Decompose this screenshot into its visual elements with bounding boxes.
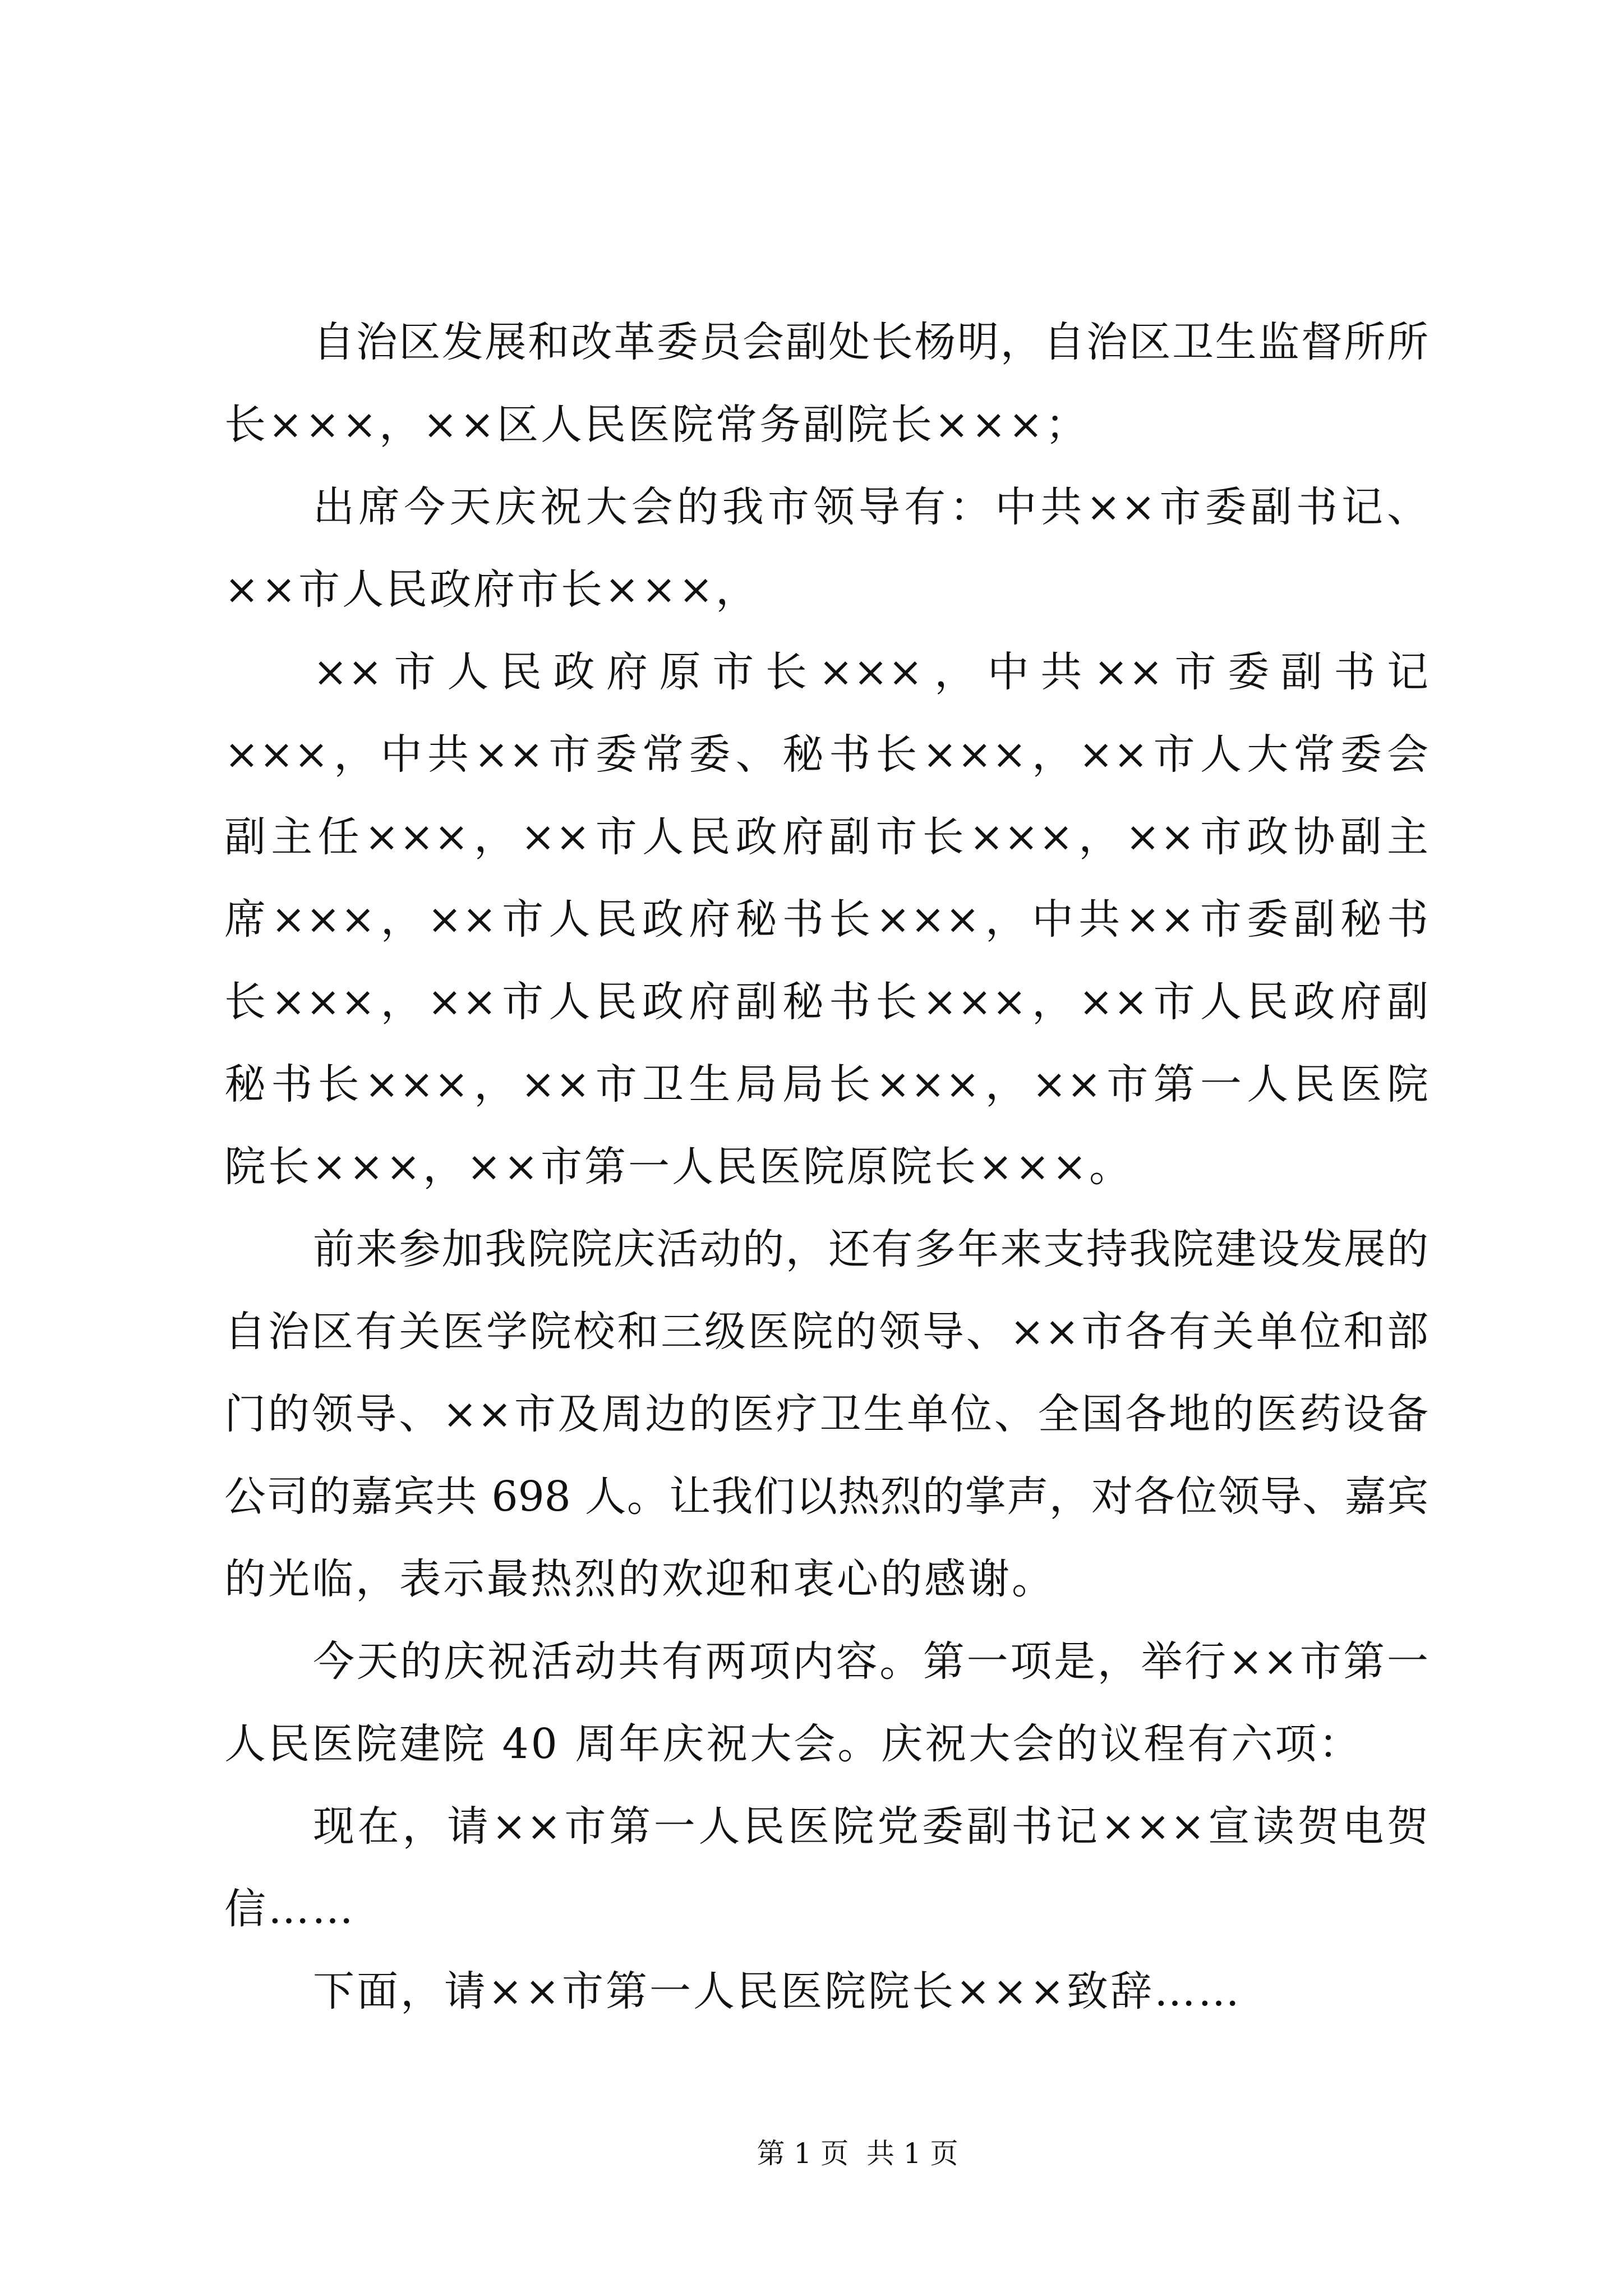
text-line: 公司的嘉宾共 698 人。让我们以热烈的掌声，对各位领导、嘉宾 xyxy=(224,1473,1428,1521)
text-line: 院长×××，××市第一人民医院原院长×××。 xyxy=(224,1143,1133,1191)
page-number-footer: 第 1 页 共 1 页 xyxy=(757,2137,958,2170)
text-line: 自治区有关医学院校和三级医院的领导、××市各有关单位和部 xyxy=(224,1308,1428,1356)
text-line: 出席今天庆祝大会的我市领导有：中共××市委副书记、 xyxy=(313,483,1428,531)
text-line: 自治区发展和改革委员会副处长杨明，自治区卫生监督所所 xyxy=(313,318,1428,366)
text-line: 人民医院建院 40 周年庆祝大会。庆祝大会的议程有六项： xyxy=(224,1720,1363,1768)
text-line: ×××，中共××市委常委、秘书长×××，××市人大常委会 xyxy=(224,730,1428,779)
text-line: 秘书长×××，××市卫生局局长×××，××市第一人民医院 xyxy=(224,1060,1428,1108)
text-line: 席×××，××市人民政府秘书长×××，中共××市委副秘书 xyxy=(224,895,1428,944)
text-line: ××市人民政府原市长×××，中共××市委副书记 xyxy=(313,648,1428,696)
paragraph xyxy=(224,301,1428,466)
text-line: 下面，请××市第一人民医院院长×××致辞…… xyxy=(313,1967,1242,2016)
paragraph xyxy=(224,1950,1428,2033)
paragraph xyxy=(224,1208,1428,1621)
text-line: 今天的庆祝活动共有两项内容。第一项是，举行××市第一 xyxy=(313,1637,1428,1686)
paragraph xyxy=(224,1621,1428,1786)
text-line: 的光临，表示最热烈的欢迎和衷心的感谢。 xyxy=(224,1555,1055,1603)
text-line: 长×××，××区人民医院常务副院长×××； xyxy=(224,401,1090,449)
text-line: 门的领导、××市及周边的医疗卫生单位、全国各地的医药设备 xyxy=(224,1390,1428,1438)
paragraph xyxy=(224,466,1428,631)
paragraph xyxy=(224,1786,1428,1950)
text-line: 副主任×××，××市人民政府副市长×××，××市政协副主 xyxy=(224,813,1428,861)
text-line: 信…… xyxy=(224,1885,356,1933)
text-line: 前来参加我院院庆活动的，还有多年来支持我院建设发展的 xyxy=(313,1225,1428,1273)
document-body xyxy=(224,301,1428,2033)
text-line: 现在，请××市第一人民医院党委副书记×××宣读贺电贺 xyxy=(313,1802,1428,1851)
text-line: 长×××，××市人民政府副秘书长×××，××市人民政府副 xyxy=(224,978,1428,1026)
paragraph xyxy=(224,631,1428,1208)
text-line: ××市人民政府市长×××， xyxy=(224,565,760,614)
